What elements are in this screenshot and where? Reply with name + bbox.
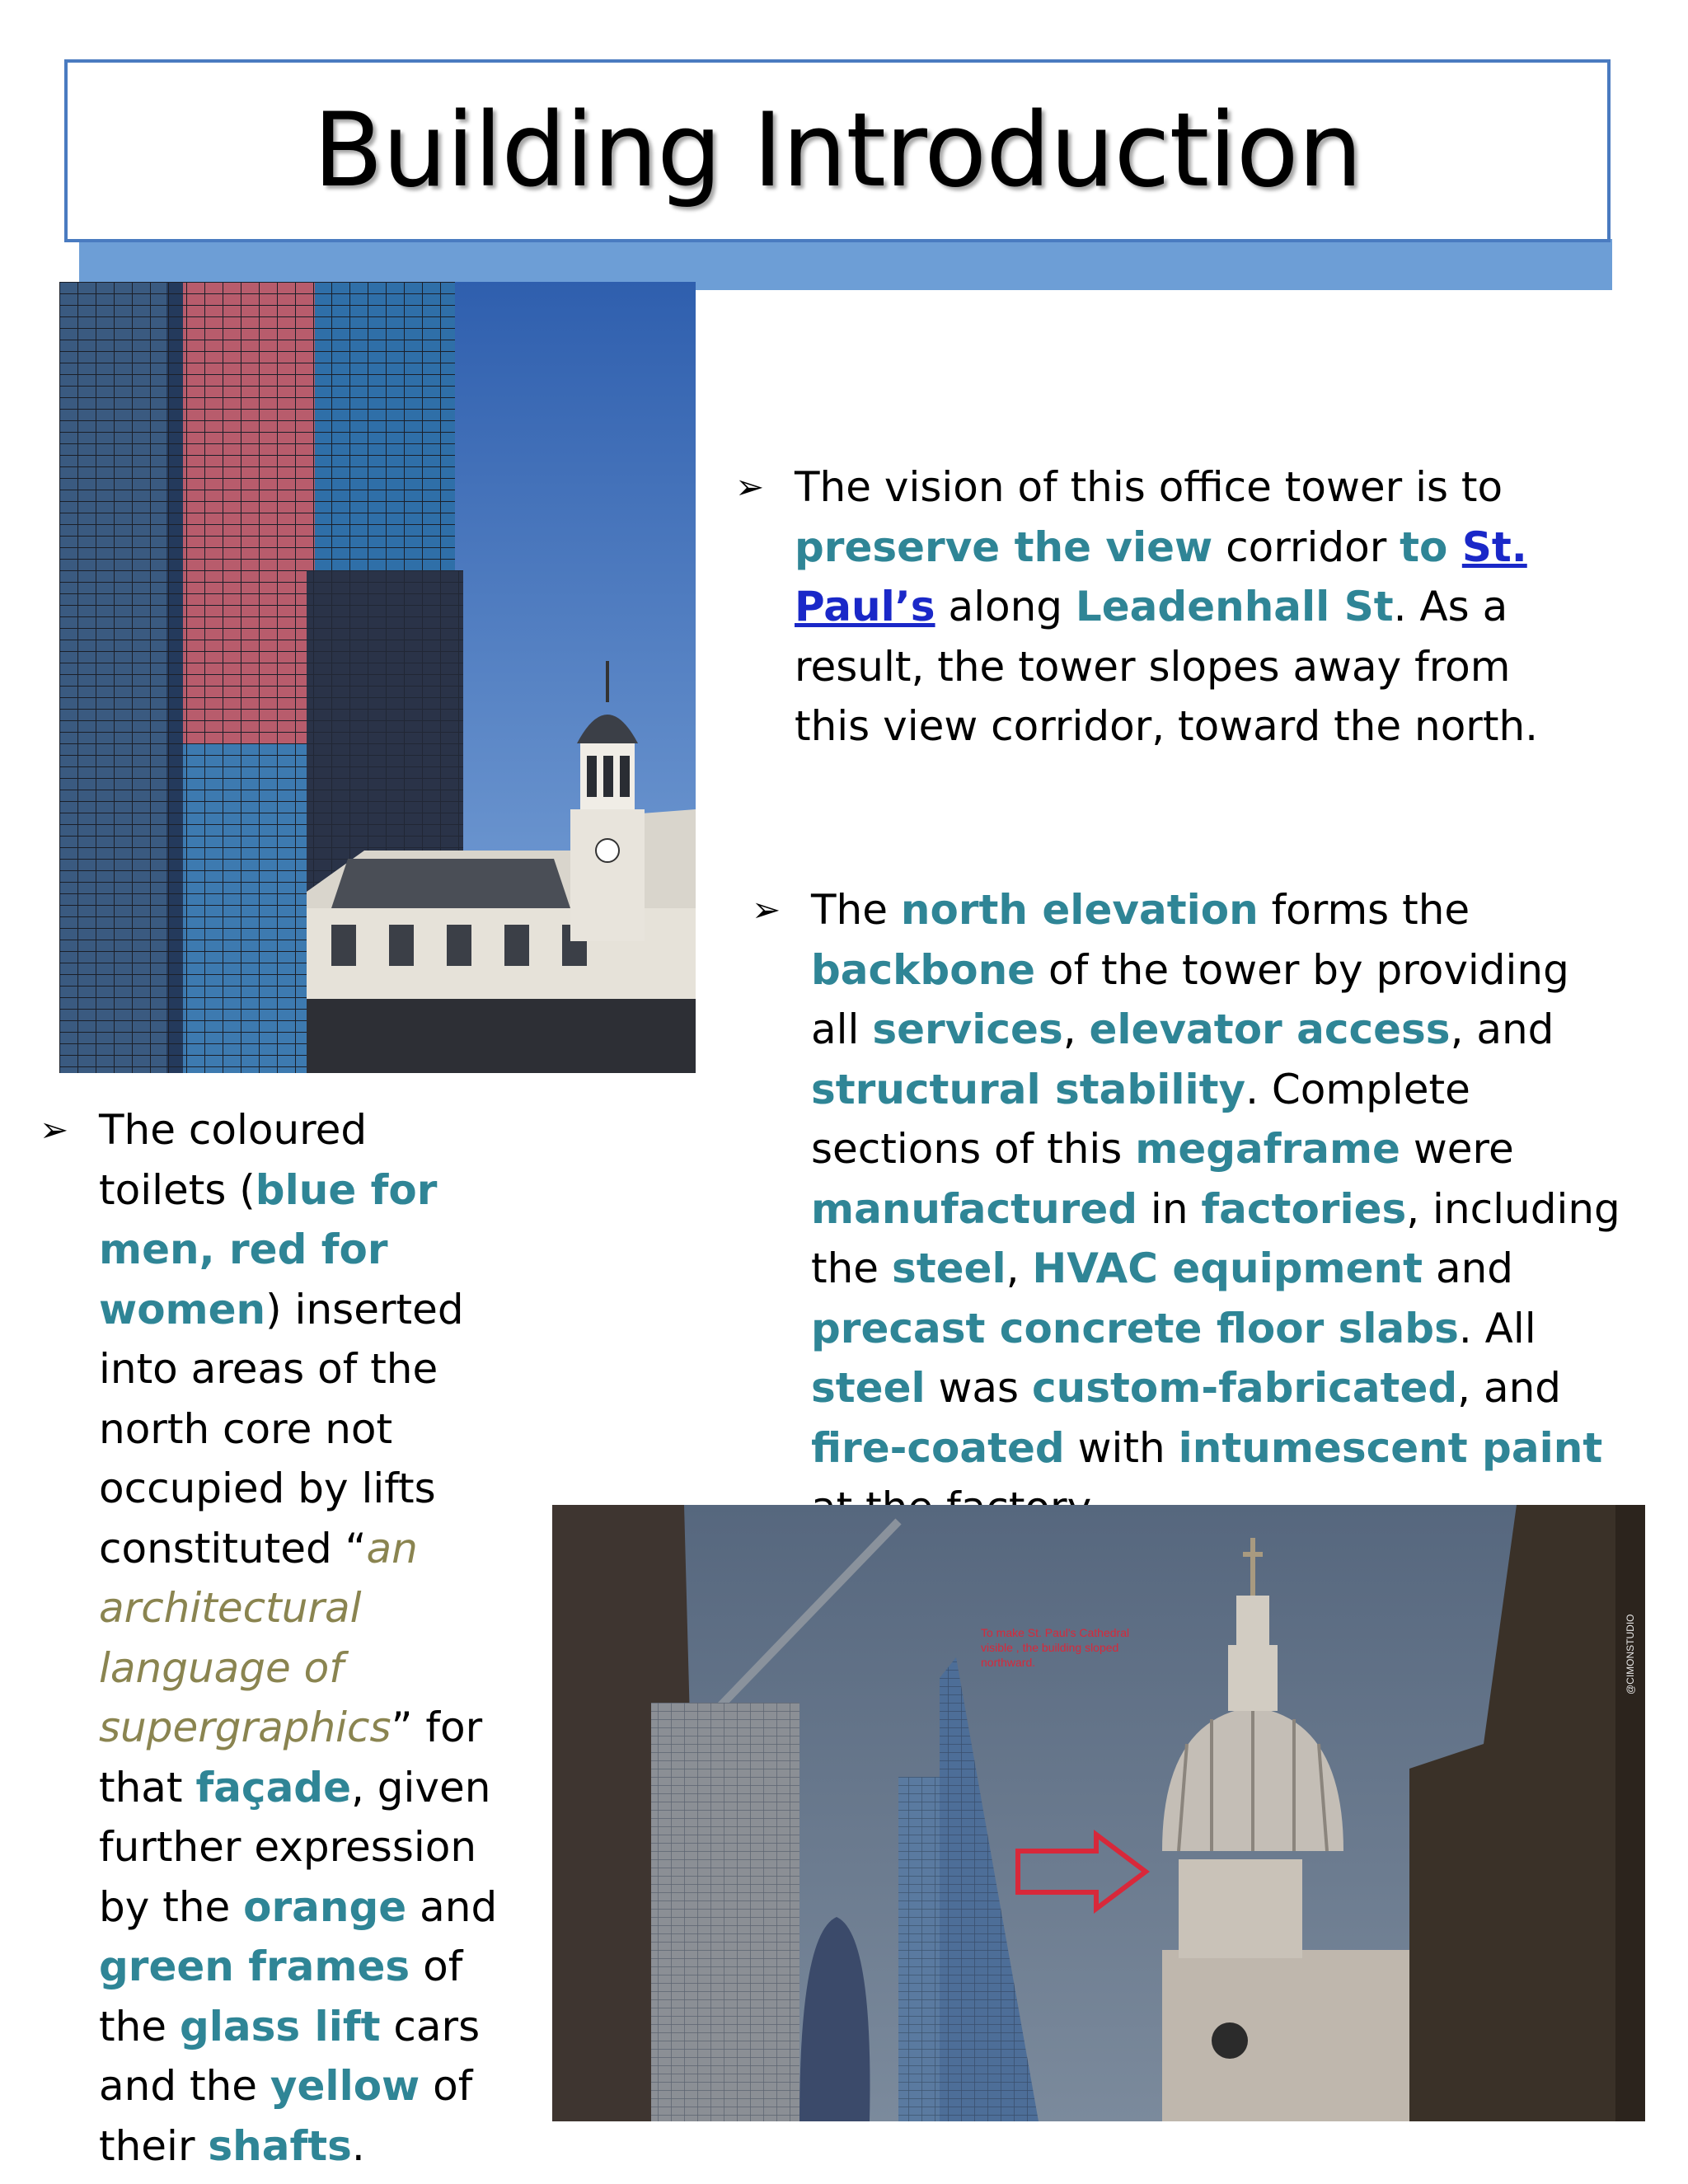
highlight-term: façade [195, 1763, 352, 1811]
text-run: cars and the [99, 2002, 481, 2110]
text-run: in [1137, 1184, 1202, 1233]
highlight-term: preserve the view [795, 523, 1213, 571]
highlight-term: yellow [270, 2062, 420, 2110]
highlight-term: megaframe [1135, 1125, 1400, 1173]
text-run: , and [1450, 1005, 1554, 1053]
page-title: Building Introduction [312, 91, 1362, 210]
highlight-term: green frames [99, 1943, 410, 1990]
highlight-term: to [1400, 523, 1462, 571]
highlight-term: custom-fabricated [1032, 1364, 1458, 1412]
highlight-term: north elevation [900, 886, 1259, 934]
tower-photo [59, 282, 696, 1073]
paragraph-toilets [40, 1100, 501, 2176]
text-run: of the [99, 1943, 463, 2050]
text-run: with [1064, 1423, 1179, 1472]
highlight-term: structural stability [811, 1065, 1246, 1113]
text-run: , [1006, 1244, 1033, 1292]
highlight-term: glass lift [179, 2002, 381, 2050]
text-run: along [935, 583, 1076, 630]
highlight-term: backbone [811, 945, 1036, 994]
highlight-term: blue for men, red for women [99, 1165, 438, 1333]
text-run: The [811, 886, 901, 934]
text-run: The coloured toilets ( [99, 1106, 368, 1214]
highlight-term: elevator access [1089, 1005, 1451, 1053]
text-run: , given further expression by the [99, 1763, 491, 1931]
text-run: were [1400, 1125, 1514, 1173]
bullet-arrow-icon: ➢ [752, 889, 781, 930]
text-run: , including the [811, 1184, 1620, 1292]
text-run: forms the [1258, 886, 1470, 934]
text-run: corridor [1212, 523, 1400, 571]
bullet-arrow-icon: ➢ [735, 466, 765, 507]
title-box [64, 59, 1611, 242]
text-run: was [925, 1364, 1032, 1412]
text-run: , [1062, 1005, 1090, 1053]
text-run: and [1423, 1244, 1514, 1292]
st-pauls-photo [552, 1505, 1645, 2121]
highlight-term: services [872, 1005, 1063, 1053]
highlight-term: Leadenhall St [1075, 583, 1394, 630]
highlight-term: shafts [208, 2121, 352, 2170]
highlight-term: intumescent paint [1178, 1423, 1603, 1472]
text-run: and [406, 1882, 498, 1931]
highlight-term: HVAC equipment [1032, 1244, 1423, 1292]
text-run: ) inserted into areas of the north core not occupied by lifts constituted “ [99, 1285, 464, 1572]
highlight-term: steel [891, 1244, 1006, 1292]
text-run: . All [1458, 1304, 1536, 1352]
annotation-line-1: To make St. Paul's Cathedral [981, 1626, 1130, 1639]
highlight-term: orange [243, 1882, 407, 1931]
highlight-term: manufactured [811, 1184, 1138, 1233]
photo-watermark: @CIMONSTUDIO [1625, 1614, 1636, 1694]
paragraph-north-elevation [752, 880, 1625, 1538]
st-pauls-link[interactable]: St. Paul’s [795, 523, 1527, 630]
highlight-term: fire-coated [811, 1423, 1065, 1472]
text-run: of the tower by providing all [811, 945, 1569, 1053]
bullet-arrow-icon: ➢ [40, 1109, 69, 1150]
paragraph-north-text [811, 880, 1625, 1538]
text-run: ” for that [99, 1704, 483, 1811]
text-run: of their [99, 2062, 473, 2170]
paragraph-vision-text [795, 457, 1576, 757]
paragraph-toilets-text [99, 1100, 501, 2176]
annotation-line-2: visible , the building sloped [981, 1641, 1119, 1654]
text-run: , and [1457, 1364, 1562, 1412]
text-run: The vision of this office tower is to [795, 463, 1503, 511]
text-run: . Complete sections of this [811, 1065, 1470, 1173]
paragraph-vision [735, 457, 1576, 757]
highlight-term: factories [1201, 1184, 1407, 1233]
quoted-phrase: an architectural language of supergraphics [99, 1524, 418, 1751]
highlight-term: steel [811, 1364, 926, 1412]
text-run: . [351, 2121, 365, 2170]
annotation-line-3: northward. [981, 1656, 1036, 1669]
text-run: . As a result, the tower slopes away from this view corridor, toward the north. [795, 583, 1539, 750]
highlight-term: precast concrete floor slabs [811, 1304, 1459, 1352]
